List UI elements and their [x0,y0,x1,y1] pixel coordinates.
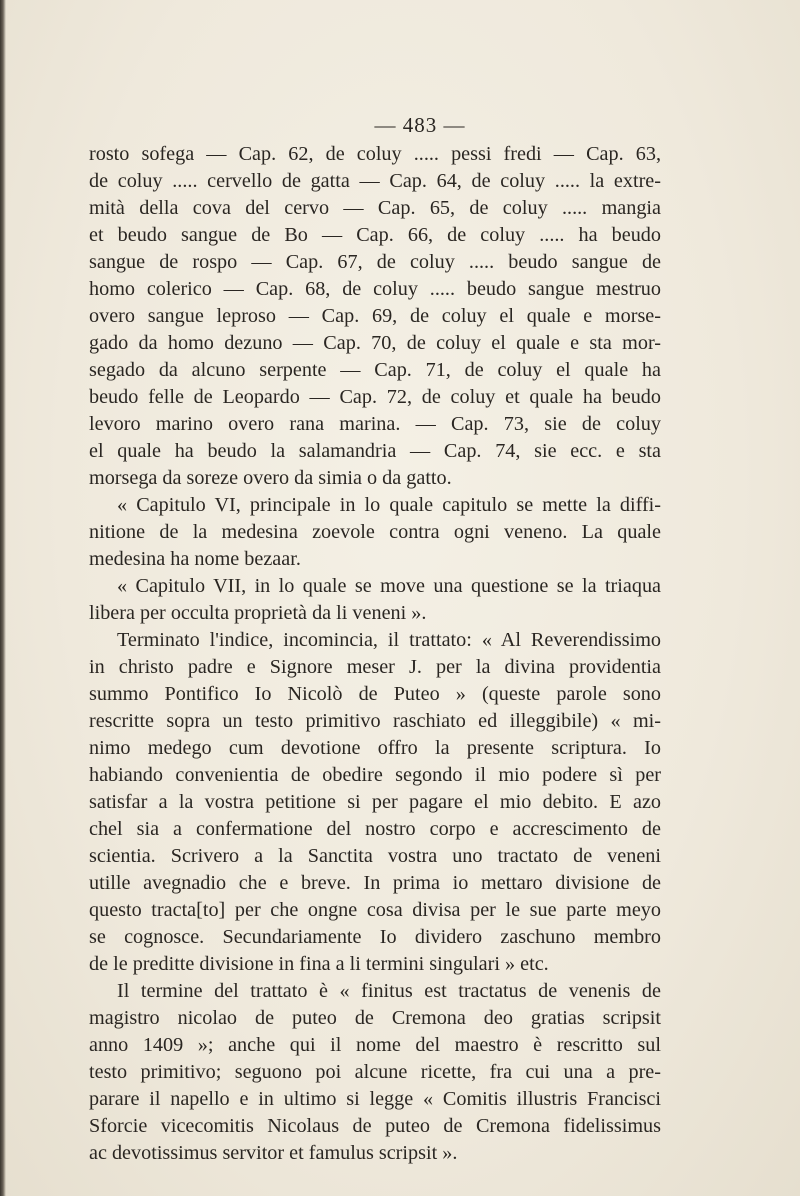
text-line: questo tracta[to] per che ongne cosa divisa per le sue parte meyo [89,899,661,921]
text-line: nitione de la medesina zoevole contra ogni veneno. La quale [89,521,661,543]
text-line: gado da homo dezuno — Cap. 70, de coluy el quale e sta mor- [89,332,661,354]
text-line: et beudo sangue de Bo — Cap. 66, de coluy ..... ha beudo [89,224,661,246]
text-line: satisfar a la vostra petitione si per pagare el mio debito. E azo [89,791,661,813]
text-line: ac devotissimus servitor et famulus scripsit ». [89,1142,458,1164]
page-number: — 483 — [374,113,466,137]
text-line: segado da alcuno serpente — Cap. 71, de coluy el quale ha [89,359,661,381]
text-line: in christo padre e Signore meser J. per la divina providentia [89,656,661,678]
text-line: overo sangue leproso — Cap. 69, de coluy el quale e morse- [89,305,661,327]
text-line: el quale ha beudo la salamandria — Cap. 74, sie ecc. e sta [89,440,661,462]
text-line: rescritte sopra un testo primitivo raschiato ed illeggibile) « mi- [89,710,661,732]
text-line: summo Pontifico Io Nicolò de Puteo » (queste parole sono [89,683,661,705]
text-line: chel sia a confermatione del nostro corpo e accrescimento de [89,818,661,840]
text-line: libera per occulta proprietà da li veneni ». [89,602,427,624]
text-line: utille avegnadio che e breve. In prima io mettaro divisione de [89,872,661,894]
text-line: Sforcie vicecomitis Nicolaus de puteo de Cremona fidelissimus [89,1115,661,1137]
text-line: se cognosce. Secundariamente Io dividero zaschuno membro [89,926,661,948]
text-line: beudo felle de Leopardo — Cap. 72, de coluy et quale ha beudo [89,386,661,408]
text-line: testo primitivo; seguono poi alcune ricette, fra cui una a pre- [89,1061,661,1083]
text-line: Terminato l'indice, incomincia, il trattato: « Al Reverendissimo [117,629,661,651]
text-line: anno 1409 »; anche qui il nome del maestro è rescritto sul [89,1034,661,1056]
text-line: habiando convenientia de obedire segondo il mio podere sì per [89,764,661,786]
text-line: mità della cova del cervo — Cap. 65, de coluy ..... mangia [89,197,661,219]
text-line: scientia. Scrivero a la Sanctita vostra uno tractato de veneni [89,845,661,867]
text-line: de coluy ..... cervello de gatta — Cap. 64, de coluy ..... la extre- [89,170,661,192]
page-binding-edge [0,0,6,1196]
text-line: sangue de rospo — Cap. 67, de coluy ..... beudo sangue de [89,251,661,273]
text-line: rosto sofega — Cap. 62, de coluy ..... pessi fredi — Cap. 63, [89,143,661,165]
text-line: homo colerico — Cap. 68, de coluy ..... beudo sangue mestruo [89,278,661,300]
text-line: « Capitulo VII, in lo quale se move una questione se la triaqua [117,575,661,597]
text-line: « Capitulo VI, principale in lo quale capitulo se mette la diffi- [117,494,661,516]
text-line: parare il napello e in ultimo si legge « Comitis illustris Francisci [89,1088,661,1110]
text-line: magistro nicolao de puteo de Cremona deo gratias scripsit [89,1007,661,1029]
text-line: nimo medego cum devotione offro la presente scriptura. Io [89,737,661,759]
text-line: Il termine del trattato è « finitus est tractatus de venenis de [117,980,661,1002]
text-line: medesina ha nome bezaar. [89,548,301,570]
body-text [89,141,661,1167]
text-line: levoro marino overo rana marina. — Cap. 73, sie de coluy [89,413,661,435]
text-line: de le preditte divisione in fina a li termini singulari » etc. [89,953,549,975]
text-line: morsega da soreze overo da simia o da gatto. [89,467,452,489]
